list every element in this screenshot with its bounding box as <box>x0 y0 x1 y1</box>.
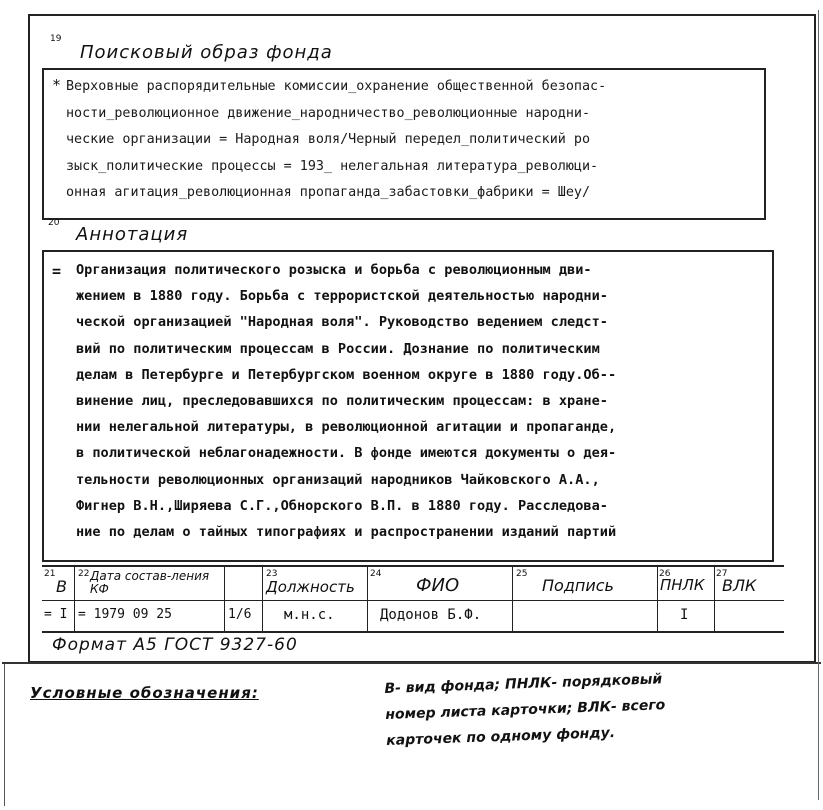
search-line: онная агитация_революционная пропаганда_забастовки_фабрики = Шеу/ <box>66 185 591 200</box>
header-position: Должность <box>266 578 355 596</box>
annotation-marker: = <box>52 262 62 280</box>
annotation-line: Фигнер В.Н.,Ширяева С.Г.,Обнорского В.П. в 1880 году. Расследова- <box>76 497 608 514</box>
annotation-line: в политической неблагонадежности. В фонде имеются документы о дея- <box>76 445 617 462</box>
annotation-line: вий по политическим процессам в России. Дознание по политическим <box>76 340 600 357</box>
row-position: м.н.с. <box>284 607 335 623</box>
search-line: ческие организации = Народная воля/Черный передел_политический ро <box>66 132 591 147</box>
header-signature: Подпись <box>542 576 614 595</box>
header-vlk: ВЛК <box>722 576 757 595</box>
annotation-line: ческой организацией "Народная воля". Руководство ведением следст- <box>76 314 608 331</box>
card-bottom-divider <box>2 662 821 664</box>
format-label: Формат А5 ГОСТ 9327-60 <box>52 635 298 655</box>
header-date: Дата состав-ления КФ <box>90 569 210 596</box>
field-number-22: 22 <box>78 569 90 579</box>
field-number-25: 25 <box>516 569 528 579</box>
legend-line: карточек по одному фонду. <box>385 724 616 749</box>
row-extra: 1/6 <box>228 607 252 622</box>
annotation-line: нии нелегальной литературы, в революционной агитации и пропаганде, <box>76 419 617 436</box>
header-fio: ФИО <box>416 575 460 596</box>
page-left-edge <box>4 664 5 806</box>
field-number-23: 23 <box>266 569 278 579</box>
row-date: = 1979 09 25 <box>78 607 172 622</box>
annotation-line: тельности революционных организаций народников Чайковского А.А., <box>76 471 600 488</box>
legend-line: В- вид фонда; ПНЛК- порядковый <box>384 671 663 697</box>
row-v: = I <box>44 607 68 622</box>
annotation-line: ние по делам о тайных типографиях и распространении изданий партий <box>76 524 617 541</box>
legend-text <box>384 666 667 754</box>
legend-line: номер листа карточки; ВЛК- всего <box>385 697 666 723</box>
search-marker: * <box>52 76 62 94</box>
field-number-27: 27 <box>716 569 728 579</box>
annotation-heading: Аннотация <box>76 224 189 245</box>
annotation-line: жением в 1880 году. Борьба с террористской деятельностью народни- <box>76 288 608 305</box>
search-line: зыск_политические процессы = 193_ нелегальная литература_революци- <box>66 158 599 174</box>
search-line: Верховные распорядительные комиссии_охранение общественной безопас- <box>66 79 607 94</box>
header-v: В <box>56 577 67 596</box>
field-number-26: 26 <box>659 569 671 579</box>
row-fio: Додонов Б.Ф. <box>380 607 482 623</box>
annotation-line: делам в Петербурге и Петербургском военном округе в 1880 году.Об-- <box>76 366 617 383</box>
field-number-21: 21 <box>44 569 56 579</box>
annotation-text <box>76 257 766 545</box>
field-number-20: 20 <box>48 218 60 228</box>
search-image-text <box>66 74 760 207</box>
legend-title: Условные обозначения: <box>30 684 259 702</box>
annotation-line: Организация политического розыска и борьба с революционным дви- <box>76 262 592 278</box>
field-number-24: 24 <box>370 569 382 579</box>
search-line: ности_революционное движение_народничество_революционные народни- <box>66 105 591 121</box>
card-table <box>42 565 784 633</box>
field-number-19: 19 <box>50 34 62 44</box>
annotation-line: винение лиц, преследовавшихся по политическим процессам: в хране- <box>76 393 608 410</box>
row-pnlk: I <box>680 607 689 623</box>
search-image-heading: Поисковый образ фонда <box>80 42 333 63</box>
header-pnlk: ПНЛК <box>660 576 705 594</box>
page-right-edge <box>818 10 819 800</box>
